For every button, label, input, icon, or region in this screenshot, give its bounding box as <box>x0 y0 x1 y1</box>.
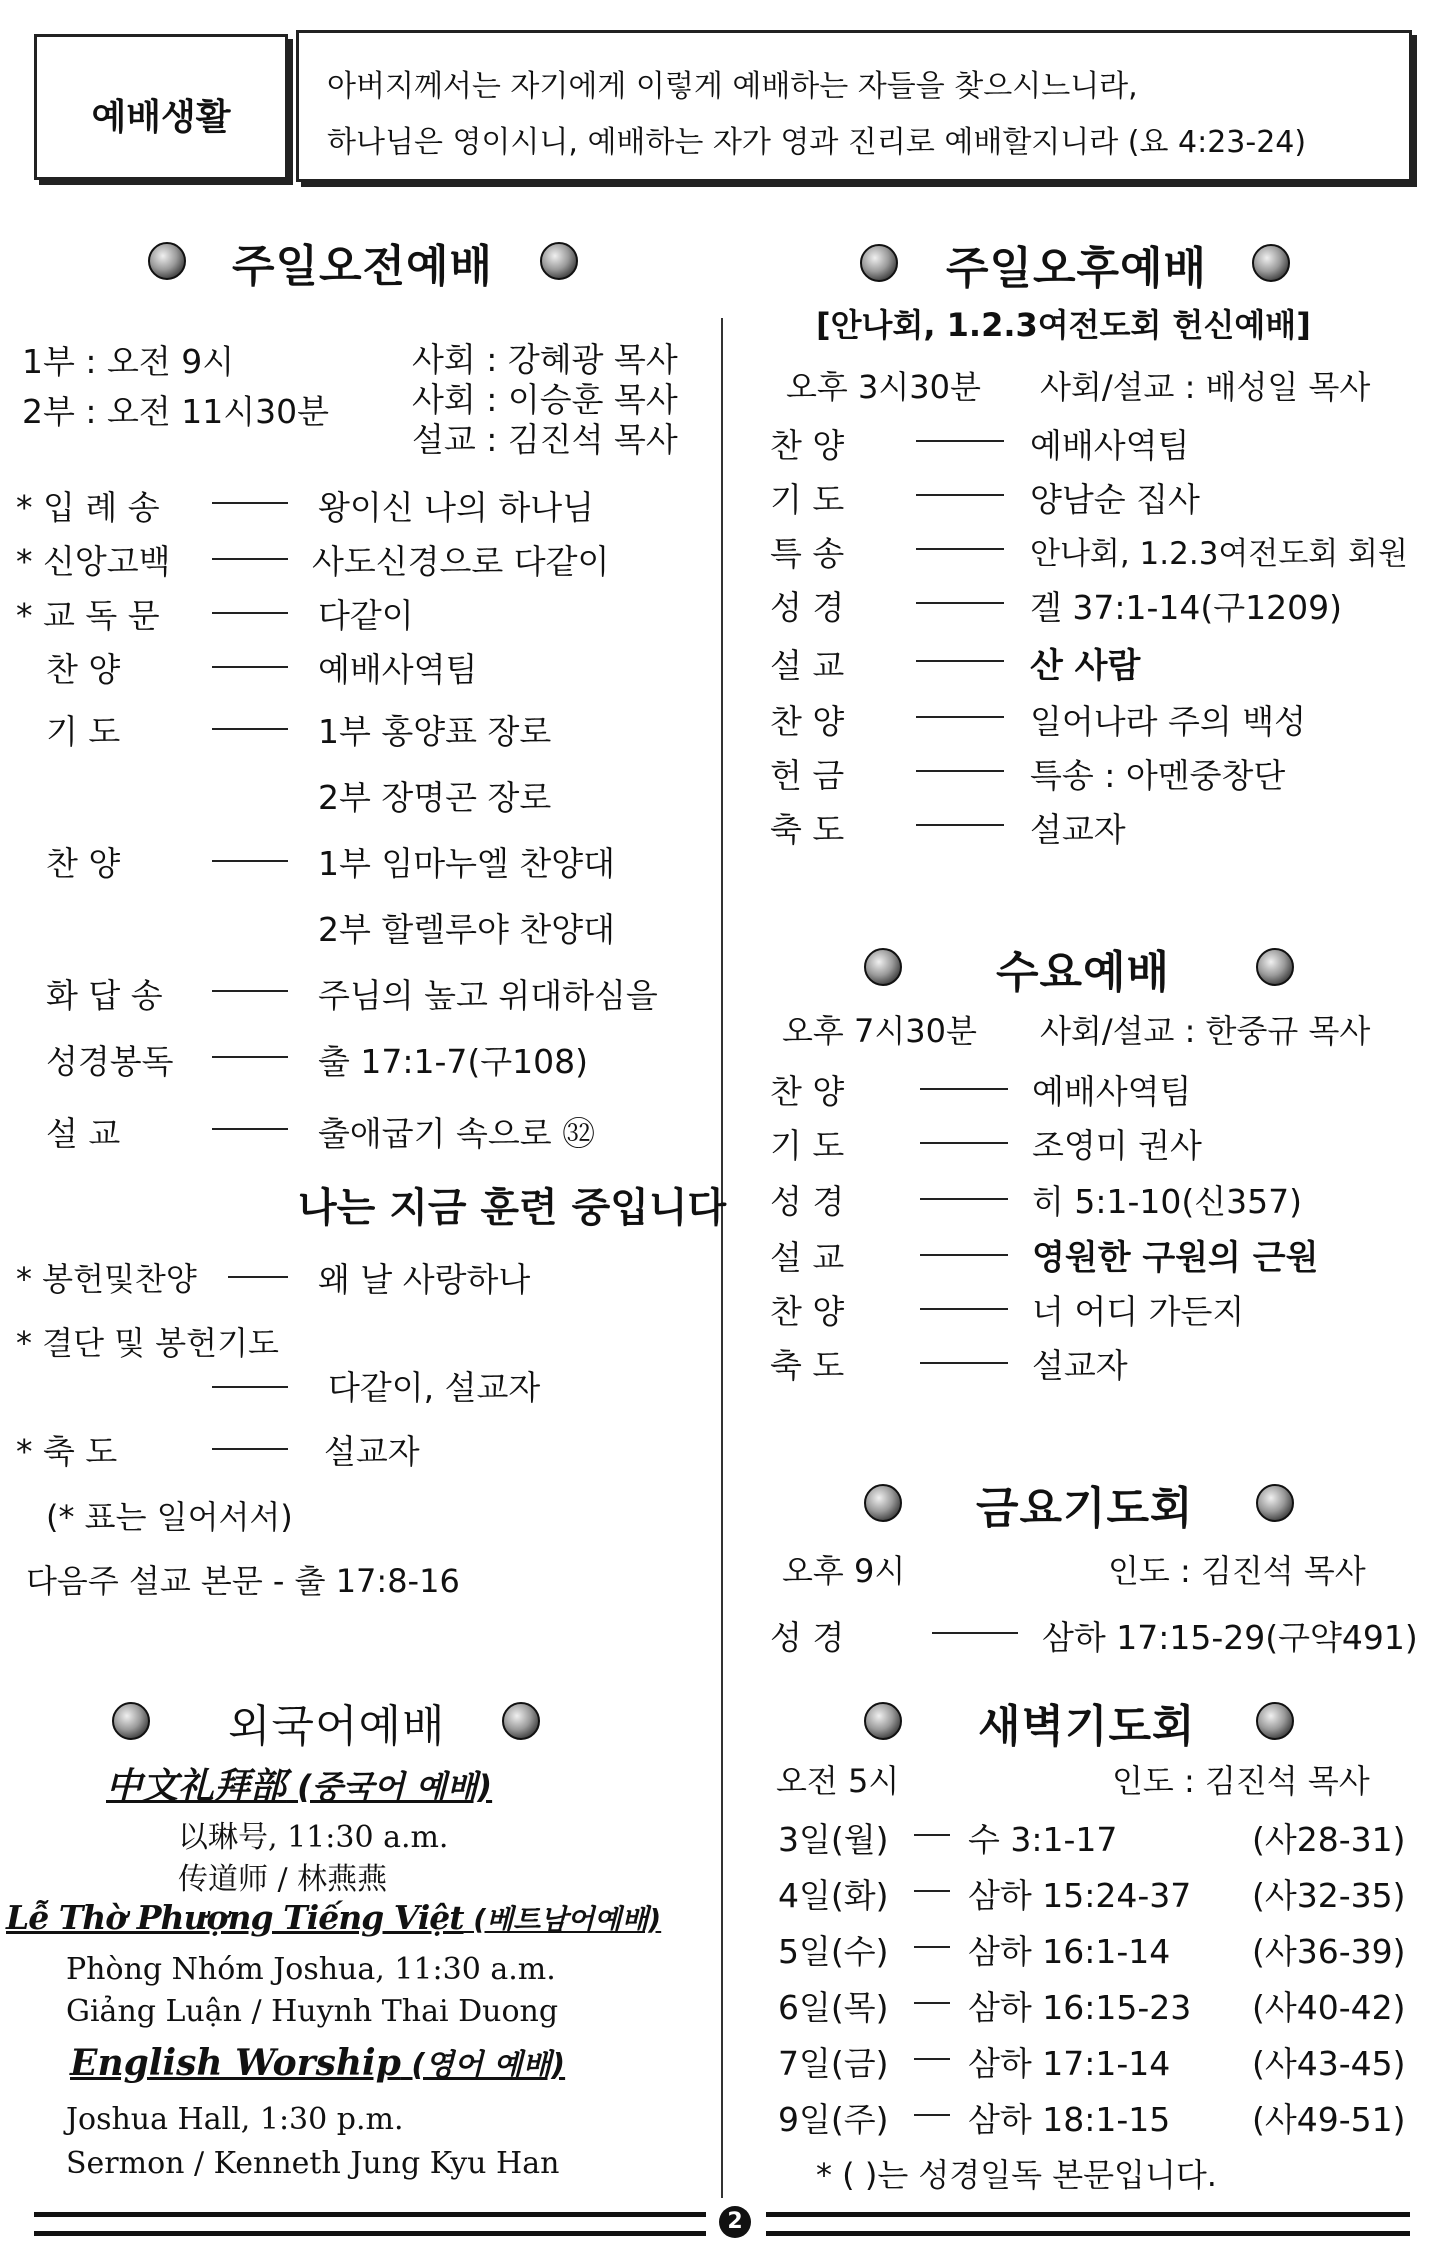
leader-dash <box>920 1362 1008 1364</box>
chinese-line-2: 传道师 / 林燕燕 <box>178 1862 388 1897</box>
after-value: 다같이, 설교자 <box>328 1368 541 1407</box>
leader-dash <box>916 824 1004 826</box>
leader-dash <box>932 1632 1018 1634</box>
after-label: * 결단 및 봉헌기도 <box>16 1324 279 1362</box>
leader-dash <box>914 1890 950 1892</box>
wed-label: 설 교 <box>770 1238 845 1277</box>
dawn-day: 3일(월) <box>778 1820 889 1859</box>
pm-value: 안나회, 1.2.3여전도회 회원 <box>1030 536 1408 572</box>
viet-subtitle: (베트남어예배) <box>463 1903 662 1936</box>
leader-dash <box>212 990 288 992</box>
viet-title <box>6 1898 661 1938</box>
verse-line-1: 아버지께서는 자기에게 이렇게 예배하는 자들을 찾으시느니라, <box>327 69 1138 104</box>
wed-label: 찬 양 <box>770 1072 845 1111</box>
bullet-icon <box>864 1484 902 1522</box>
order-label: 찬 양 <box>46 650 121 689</box>
bullet-icon <box>1256 1702 1294 1740</box>
footer-rule-right <box>766 2212 1410 2236</box>
leader-dash <box>916 440 1004 442</box>
dawn-day: 4일(화) <box>778 1876 889 1915</box>
leader-dash <box>914 2058 950 2060</box>
leader-dash <box>916 548 1004 550</box>
wed-value: 히 5:1-10(신357) <box>1032 1182 1302 1221</box>
order-label: * 신앙고백 <box>16 542 171 581</box>
bullet-icon <box>540 242 578 280</box>
wed-value: 너 어디 가든지 <box>1032 1292 1245 1331</box>
pm-label: 기 도 <box>770 480 845 519</box>
morning-leader-2: 사회 : 이승훈 목사 <box>412 380 678 419</box>
leader-dash <box>916 770 1004 772</box>
after-label: * 축 도 <box>16 1432 118 1471</box>
english-title <box>70 2040 565 2084</box>
friday-title: 금요기도회 <box>976 1483 1194 1534</box>
leader-dash <box>914 1834 950 1836</box>
pm-sermon: 산 사람 <box>1030 646 1141 686</box>
dawn-day: 9일(주) <box>778 2100 889 2139</box>
english-title-text: English Worship <box>70 2042 401 2084</box>
leader-dash <box>916 602 1004 604</box>
leader-dash <box>916 494 1004 496</box>
wednesday-title: 수요예배 <box>996 947 1171 998</box>
leader-dash <box>920 1254 1008 1256</box>
pm-label: 축 도 <box>770 810 845 849</box>
order-label: * 교 독 문 <box>16 596 160 635</box>
dawn-footnote: * ( )는 성경일독 본문입니다. <box>816 2156 1217 2194</box>
after-label: * 봉헌및찬양 <box>16 1260 197 1298</box>
order-value: 출 17:1-7(구108) <box>318 1042 588 1081</box>
dawn-leader: 인도 : 김진석 목사 <box>1112 1762 1370 1800</box>
friday-time: 오후 9시 <box>782 1552 906 1590</box>
friday-scripture: 삼하 17:15-29(구약491) <box>1042 1618 1418 1657</box>
afternoon-time: 오후 3시30분 <box>786 368 981 406</box>
leader-dash <box>920 1142 1008 1144</box>
leader-dash <box>920 1308 1008 1310</box>
sermon-title: 나는 지금 훈련 중입니다 <box>298 1185 727 1231</box>
dawn-time: 오전 5시 <box>776 1762 900 1800</box>
dawn-read: (사49-51) <box>1252 2100 1406 2139</box>
order-value: 왕이신 나의 하나님 <box>318 488 595 527</box>
dawn-read: (사40-42) <box>1252 1988 1406 2027</box>
dawn-read: (사36-39) <box>1252 1932 1406 1971</box>
dawn-read: (사32-35) <box>1252 1876 1406 1915</box>
header-label: 예배생활 <box>91 97 231 138</box>
column-divider <box>721 318 723 2198</box>
order-value: 출애굽기 속으로 ㉜ <box>318 1114 596 1153</box>
after-value: 왜 날 사랑하나 <box>318 1260 531 1299</box>
wed-label: 축 도 <box>770 1346 845 1385</box>
leader-dash <box>914 1946 950 1948</box>
order-label: 찬 양 <box>46 844 121 883</box>
dawn-day: 7일(금) <box>778 2044 889 2083</box>
wed-value: 설교자 <box>1032 1346 1128 1385</box>
order-label: 화 답 송 <box>46 976 163 1015</box>
footer-rule-left <box>34 2212 706 2236</box>
leader-dash <box>920 1088 1008 1090</box>
viet-line-1: Phòng Nhóm Joshua, 11:30 a.m. <box>66 1952 556 1987</box>
leader-dash <box>212 728 288 730</box>
leader-dash <box>914 2002 950 2004</box>
bullet-icon <box>112 1702 150 1740</box>
pm-value: 양남순 집사 <box>1030 480 1200 519</box>
bullet-icon <box>860 244 898 282</box>
leader-dash <box>212 558 288 560</box>
wed-label: 기 도 <box>770 1126 845 1165</box>
dawn-day: 5일(수) <box>778 1932 889 1971</box>
morning-leader-3: 설교 : 김진석 목사 <box>412 420 678 459</box>
pm-value: 겔 37:1-14(구1209) <box>1030 588 1342 627</box>
standing-note: (* 표는 일어서서) <box>46 1498 293 1536</box>
english-line-2: Sermon / Kenneth Jung Kyu Han <box>66 2146 560 2181</box>
order-label: 성경봉독 <box>46 1042 174 1081</box>
wed-value: 예배사역팀 <box>1032 1072 1192 1111</box>
bullet-icon <box>1252 244 1290 282</box>
bullet-icon <box>502 1702 540 1740</box>
afternoon-subtitle: [안나회, 1.2.3여전도회 헌신예배] <box>816 306 1311 344</box>
chinese-title <box>106 1758 492 1809</box>
english-line-1: Joshua Hall, 1:30 p.m. <box>66 2102 404 2137</box>
morning-title: 주일오전예배 <box>232 241 494 292</box>
header-label-box <box>34 34 288 180</box>
afternoon-title: 주일오후예배 <box>946 243 1208 294</box>
pm-value: 특송 : 아멘중창단 <box>1030 756 1286 795</box>
order-label: 설 교 <box>46 1114 121 1153</box>
order-value: 예배사역팀 <box>318 650 478 689</box>
afternoon-leader: 사회/설교 : 배성일 목사 <box>1040 368 1371 406</box>
dawn-text: 수 3:1-17 <box>968 1820 1118 1859</box>
wed-label: 성 경 <box>770 1182 845 1221</box>
friday-scripture-label: 성 경 <box>770 1618 845 1657</box>
morning-leader-1: 사회 : 강혜광 목사 <box>412 340 678 379</box>
order-label: 기 도 <box>46 712 121 751</box>
order-value: 다같이 <box>318 596 414 635</box>
after-value: 설교자 <box>324 1432 420 1471</box>
next-week-text: 다음주 설교 본문 - 출 17:8-16 <box>26 1562 460 1600</box>
order-value: 2부 장명곤 장로 <box>318 778 552 817</box>
leader-dash <box>228 1276 288 1278</box>
dawn-title: 새벽기도회 <box>978 1701 1196 1752</box>
order-value: 2부 할렐루야 찬양대 <box>318 910 615 949</box>
bullet-icon <box>148 242 186 280</box>
leader-dash <box>212 860 288 862</box>
leader-dash <box>916 716 1004 718</box>
leader-dash <box>212 502 288 504</box>
morning-time-2: 2부 : 오전 11시30분 <box>22 392 329 431</box>
pm-label: 설 교 <box>770 646 845 685</box>
wednesday-time: 오후 7시30분 <box>782 1012 977 1050</box>
wednesday-leader: 사회/설교 : 한중규 목사 <box>1040 1012 1371 1050</box>
order-label: * 입 례 송 <box>16 488 160 527</box>
dawn-text: 삼하 17:1-14 <box>968 2044 1171 2083</box>
morning-time-1: 1부 : 오전 9시 <box>22 342 235 381</box>
chinese-subtitle: (중국어 예배) <box>286 1768 493 1806</box>
verse-line-2: 하나님은 영이시니, 예배하는 자가 영과 진리로 예배할지니라 (요 4:23-24) <box>327 125 1307 160</box>
viet-line-2: Giảng Luận / Huynh Thai Duong <box>66 1994 559 2029</box>
dawn-day: 6일(목) <box>778 1988 889 2027</box>
leader-dash <box>212 666 288 668</box>
foreign-title: 외국어예배 <box>228 1701 446 1752</box>
leader-dash <box>914 2114 950 2116</box>
pm-label: 찬 양 <box>770 426 845 465</box>
dawn-text: 삼하 16:1-14 <box>968 1932 1171 1971</box>
bullet-icon <box>1256 948 1294 986</box>
pm-label: 헌 금 <box>770 756 845 795</box>
dawn-text: 삼하 18:1-15 <box>968 2100 1171 2139</box>
chinese-line-1: 以琳号, 11:30 a.m. <box>178 1820 449 1855</box>
leader-dash <box>212 1386 288 1388</box>
dawn-read: (사43-45) <box>1252 2044 1406 2083</box>
bullet-icon <box>1256 1484 1294 1522</box>
bullet-icon <box>864 948 902 986</box>
leader-dash <box>212 612 288 614</box>
wed-sermon: 영원한 구원의 근원 <box>1032 1238 1319 1278</box>
leader-dash <box>212 1448 288 1450</box>
pm-value: 일어나라 주의 백성 <box>1030 702 1307 741</box>
order-value: 주님의 높고 위대하심을 <box>318 976 658 1015</box>
page-number: 2 <box>719 2206 751 2238</box>
pm-value: 예배사역팀 <box>1030 426 1190 465</box>
header-verse-box <box>296 30 1412 182</box>
english-subtitle: (영어 예배) <box>400 2048 566 2083</box>
pm-label: 찬 양 <box>770 702 845 741</box>
bullet-icon <box>864 1702 902 1740</box>
friday-leader: 인도 : 김진석 목사 <box>1108 1552 1366 1590</box>
pm-value: 설교자 <box>1030 810 1126 849</box>
leader-dash <box>212 1056 288 1058</box>
pm-label: 성 경 <box>770 588 845 627</box>
pm-label: 특 송 <box>770 534 845 573</box>
order-value: 사도신경으로 다같이 <box>312 542 610 581</box>
leader-dash <box>212 1128 288 1130</box>
dawn-text: 삼하 16:15-23 <box>968 1988 1192 2027</box>
order-value: 1부 홍양표 장로 <box>318 712 552 751</box>
chinese-title-text: 中文礼拜部 <box>106 1765 287 1807</box>
wed-label: 찬 양 <box>770 1292 845 1331</box>
leader-dash <box>920 1198 1008 1200</box>
viet-title-text: Lễ Thờ Phượng Tiếng Việt <box>6 1898 464 1937</box>
leader-dash <box>916 660 1004 662</box>
dawn-text: 삼하 15:24-37 <box>968 1876 1192 1915</box>
wed-value: 조영미 권사 <box>1032 1126 1202 1165</box>
order-value: 1부 임마누엘 찬양대 <box>318 844 615 883</box>
dawn-read: (사28-31) <box>1252 1820 1406 1859</box>
